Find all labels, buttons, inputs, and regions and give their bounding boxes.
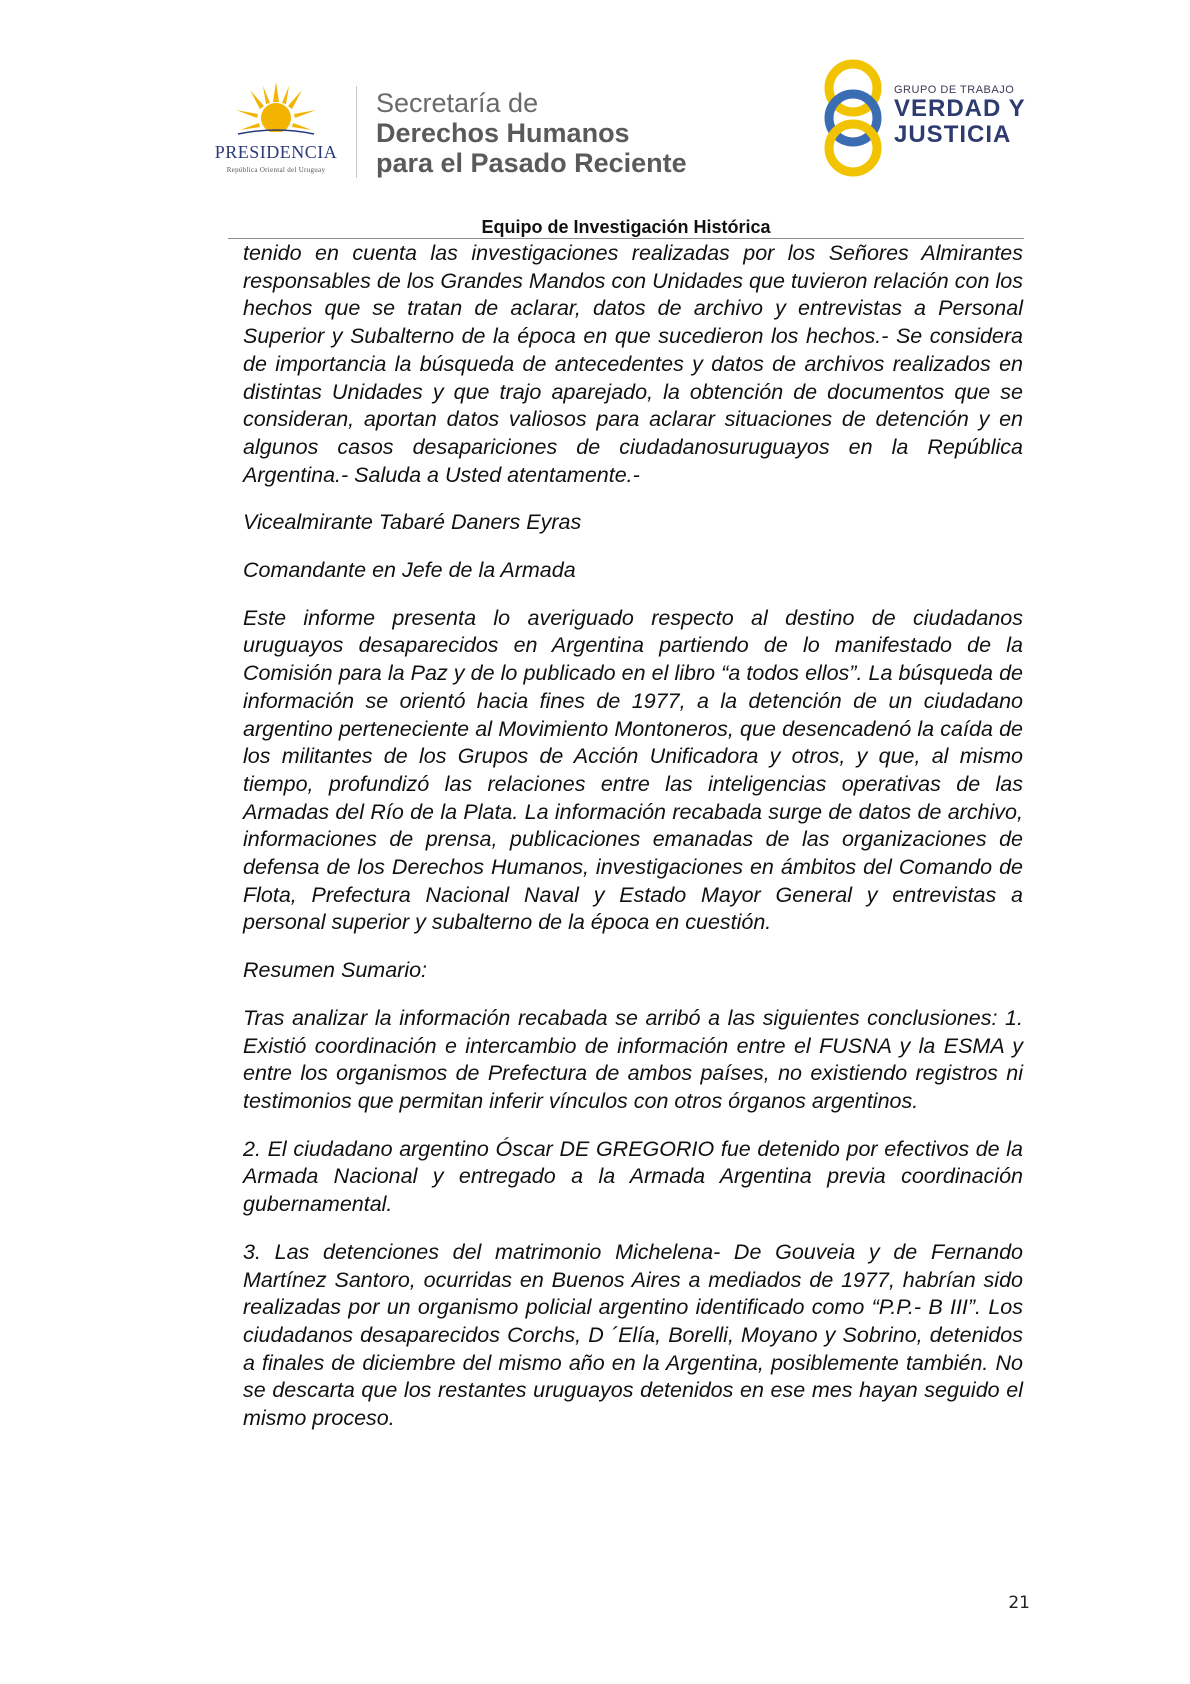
header-rule [228,238,1024,239]
paragraph-closing-letter: tenido en cuenta las investigaciones realizadas por los Señores Almirantes responsables de los Grandes Mandos con Unidades que tuvieron relación con los hechos que se tratan de aclarar, datos de archivo y entrevistas a Personal Superior y Subalterno de la época en que sucedieron los hechos.- Se considera de importancia la búsqueda de antecedentes y datos de archivos realizados en distintas Unidades y que trajo aparejado, la obtención de documentos que se consideran, aportan datos valiosos para aclarar situaciones de detención y en algunos casos desapariciones de ciudadanosuruguayos en la República Argentina.- Saluda a Usted atentamente.- [243,241,1023,487]
page-number: 21 [1008,1593,1030,1613]
grupo-line-2: VERDAD Y [894,95,1026,122]
grupo-verdad-justicia-logo [818,56,1038,180]
secretaria-line-1: Secretaría de [376,88,539,118]
grupo-line-3: JUSTICIA [894,121,1012,148]
signatory-title: Comandante en Jefe de la Armada [243,558,576,583]
paragraph-report-intro: Este informe presenta lo averiguado respecto al destino de ciudadanos uruguayos desaparecidos en Argentina partiendo de lo manifestado de la Comisión para la Paz y de lo publicado en el libro “a todos ellos”. La búsqueda de información se orientó hacia fines de 1977, a la detención de un ciudadano argentino perteneciente al Movimiento Montoneros, que desencadenó la caída de los militantes de los Grupos de Acción Unificadora y otros, y que, al mismo tiempo, profundizó las relaciones entre las inteligencias operativas de las Armadas del Río de la Plata. La información recabada surge de datos de archivo, informaciones de prensa, publicaciones emanadas de las organizaciones de defensa de los Derechos Humanos, investigaciones en ámbitos del Comando de Flota, Prefectura Nacional Naval y Estado Mayor General y entrevistas a personal superior y subalterno de la época en cuestión. [243,605,1023,935]
presidencia-logo [196,82,356,177]
presidencia-name: PRESIDENCIA [214,142,338,162]
secretaria-line-3: para el Pasado Reciente [376,148,687,178]
section-heading-resumen: Resumen Sumario: [243,958,428,983]
secretaria-title [376,88,687,178]
grupo-text [894,84,1026,148]
paragraph-conclusion-1: Tras analizar la información recabada se arribó a las siguientes conclusiones: 1. Existió coordinación e intercambio de información entre el FUSNA y la ESMA y entre los organismos de Prefectura de ambos países, no existiendo registros ni testimonios que permitan inferir vínculos con otros órganos argentinos. [243,1005,1023,1113]
team-label: Equipo de Investigación Histórica [481,217,771,237]
paragraph-conclusion-3: 3. Las detenciones del matrimonio Michelena- De Gouveia y de Fernando Martínez Santoro, ocurridas en Buenos Aires a mediados de 1977, habrían sido realizadas por un organismo policial argentino identificado como “P.P.- B III”. Los ciudadanos desaparecidos Corchs, D ´Elía, Borelli, Moyano y Sobrino, detenidos a finales de diciembre del mismo año en la Argentina, posiblemente también. No se descarta que los restantes uruguayos detenidos en ese mes hayan seguido el mismo proceso. [243,1239,1023,1431]
paragraph-conclusion-2: 2. El ciudadano argentino Óscar DE GREGORIO fue detenido por efectivos de la Armada Nacional y entregado a la Armada Argentina previa coordinación gubernamental. [243,1136,1023,1217]
secretaria-line-2: Derechos Humanos [376,118,630,148]
page-header [0,0,1190,220]
interlocking-rings-icon [818,56,888,180]
sun-emblem-icon [234,82,318,142]
signatory-name: Vicealmirante Tabaré Daners Eyras [243,510,582,535]
grupo-line-1: GRUPO DE TRABAJO [894,84,1015,96]
document-body [243,240,1023,1453]
presidencia-subtitle: República Oriental del Uruguay [226,166,326,174]
logo-divider [356,86,357,178]
